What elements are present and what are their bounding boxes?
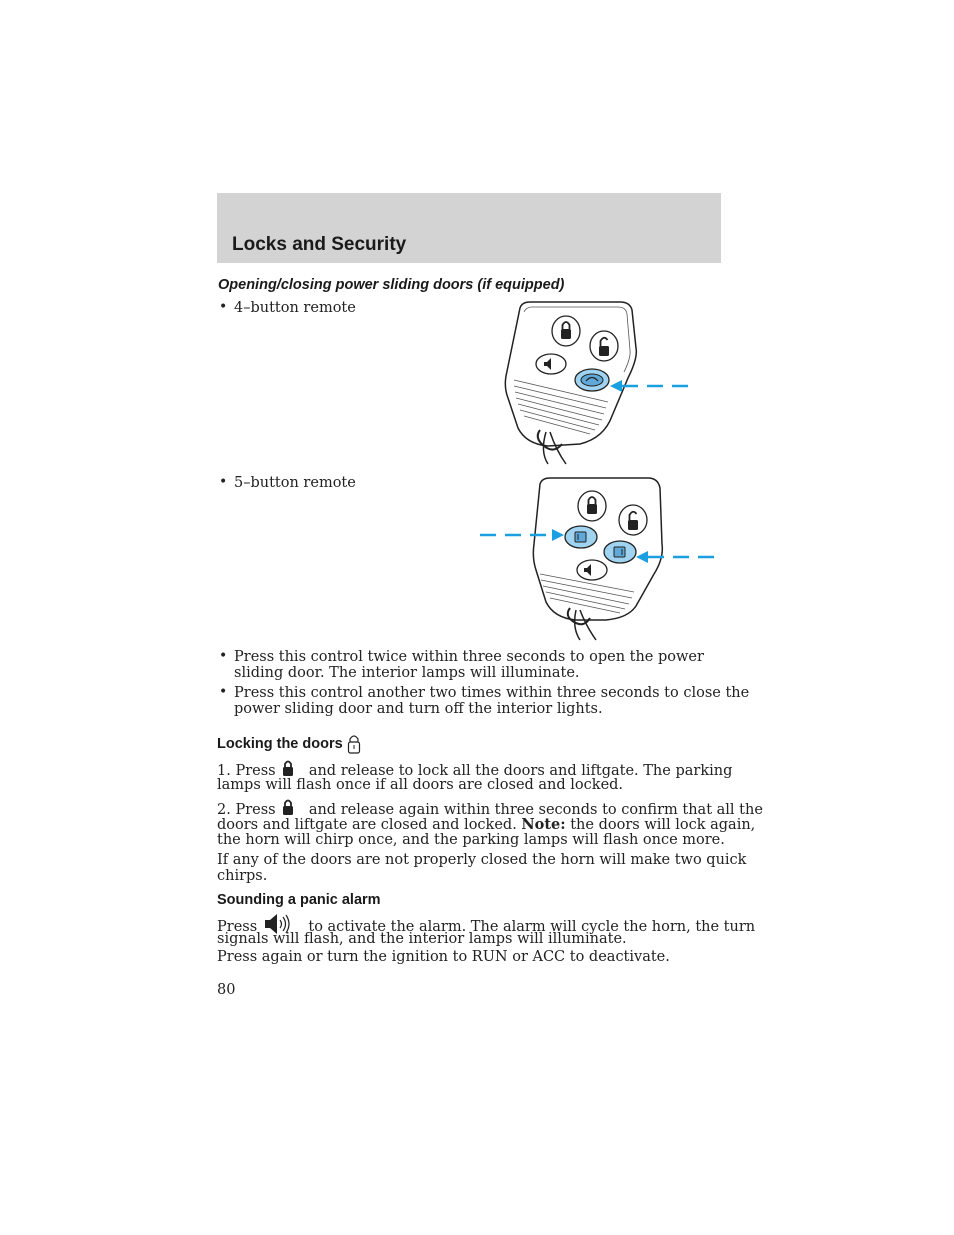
panic-p1-pre: Press: [217, 919, 258, 935]
page-number: 80: [217, 982, 236, 998]
locking-p2-line2-pre: doors and liftgate are closed and locked.: [217, 817, 517, 833]
panic-paragraph-1-line2: signals will flash, and the interior lamps will illuminate.: [217, 931, 627, 947]
remote5-label: 5–button remote: [234, 475, 356, 491]
bullet-close-line1: Press this control another two times within three seconds to close the: [234, 685, 750, 701]
section-title-sliding-doors: Opening/closing power sliding doors (if equipped): [218, 277, 565, 293]
locking-paragraph-3-line2: chirps.: [217, 868, 268, 884]
remote4-label: 4–button remote: [234, 300, 356, 316]
locking-p2-post: and release again within three seconds to confirm that all the: [308, 802, 763, 818]
locking-p1-pre: 1. Press: [217, 763, 276, 779]
bullet-open-line2: sliding door. The interior lamps will illuminate.: [234, 665, 580, 681]
section-title-panic: Sounding a panic alarm: [217, 892, 381, 908]
locking-p2-line2-post: the doors will lock again,: [570, 817, 756, 833]
locking-title-text: Locking the doors: [217, 735, 343, 752]
four-button-remote-illustration: [500, 298, 700, 468]
bullet-dot: •: [219, 474, 228, 490]
lock-icon: [282, 798, 294, 816]
note-label: Note:: [521, 816, 566, 833]
bullet-dot: •: [219, 299, 228, 315]
locking-p2-pre: 2. Press: [217, 802, 276, 818]
section-title-locking: [217, 733, 361, 755]
locking-paragraph-3-line1: If any of the doors are not properly closed the horn will make two quick: [217, 852, 747, 868]
panic-paragraph-2: Press again or turn the ignition to RUN or ACC to deactivate.: [217, 949, 670, 965]
locking-paragraph-2-line3: the horn will chirp once, and the parking lamps will flash once more.: [217, 832, 725, 848]
locking-paragraph-1-line2: lamps will flash once if all doors are closed and locked.: [217, 777, 624, 793]
lock-icon: [282, 759, 294, 777]
panic-p1-post: to activate the alarm. The alarm will cycle the horn, the turn: [308, 919, 756, 935]
bullet-dot: •: [219, 648, 228, 664]
five-button-remote-illustration: [478, 474, 722, 644]
locking-p1-post: and release to lock all the doors and liftgate. The parking: [308, 763, 733, 779]
bullet-dot: •: [219, 684, 228, 700]
bullet-close-line2: power sliding door and turn off the interior lights.: [234, 701, 603, 717]
lock-outline-icon: [347, 733, 361, 755]
page-title: Locks and Security: [232, 234, 407, 255]
header-band: [217, 193, 721, 263]
bullet-open-line1: Press this control twice within three seconds to open the power: [234, 649, 704, 665]
